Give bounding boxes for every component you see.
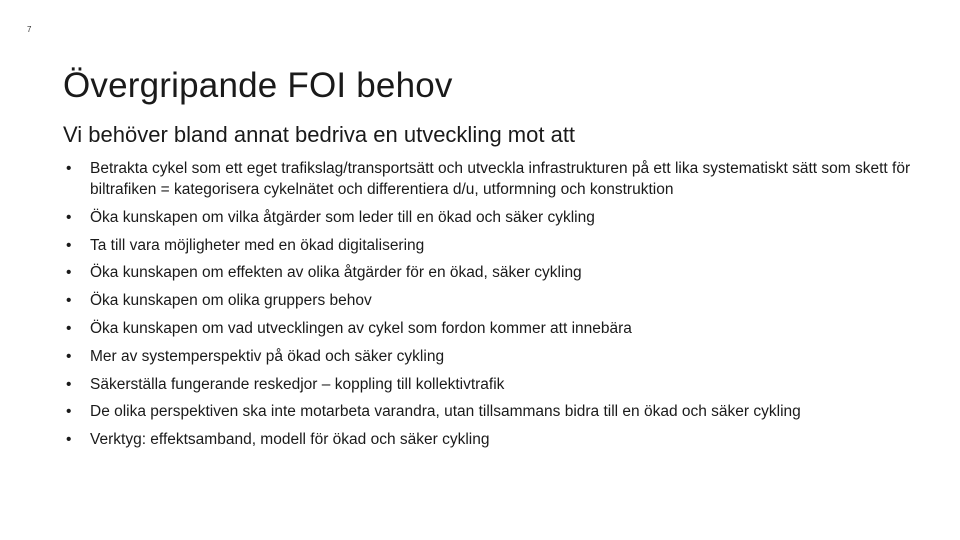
list-item: • Öka kunskapen om vilka åtgärder som leder till en ökad och säker cykling [66, 207, 946, 228]
slide-title: Övergripande FOI behov [63, 66, 453, 105]
list-item: • Ta till vara möjligheter med en ökad digitalisering [66, 235, 946, 256]
slide-number: 7 [27, 25, 32, 34]
list-item: • Öka kunskapen om olika gruppers behov [66, 290, 946, 311]
list-item: • Öka kunskapen om effekten av olika åtgärder för en ökad, säker cykling [66, 262, 946, 283]
list-item: • Öka kunskapen om vad utvecklingen av cykel som fordon kommer att innebära [66, 318, 946, 339]
list-item: • Mer av systemperspektiv på ökad och säker cykling [66, 346, 946, 367]
list-item: • Säkerställa fungerande reskedjor – koppling till kollektivtrafik [66, 374, 946, 395]
bullet-list [66, 158, 946, 457]
slide-subtitle: Vi behöver bland annat bedriva en utveckling mot att [63, 122, 576, 147]
list-item: • Betrakta cykel som ett eget trafikslag/transportsätt och utveckla infrastrukturen på ett lika systematiskt sätt som skett för biltrafiken = kategorisera cykelnätet och differentiera d/u, utformning och konstruktion [66, 158, 946, 200]
list-item: • Verktyg: effektsamband, modell för ökad och säker cykling [66, 429, 946, 450]
list-item: • De olika perspektiven ska inte motarbeta varandra, utan tillsammans bidra till en ökad och säker cykling [66, 401, 946, 422]
